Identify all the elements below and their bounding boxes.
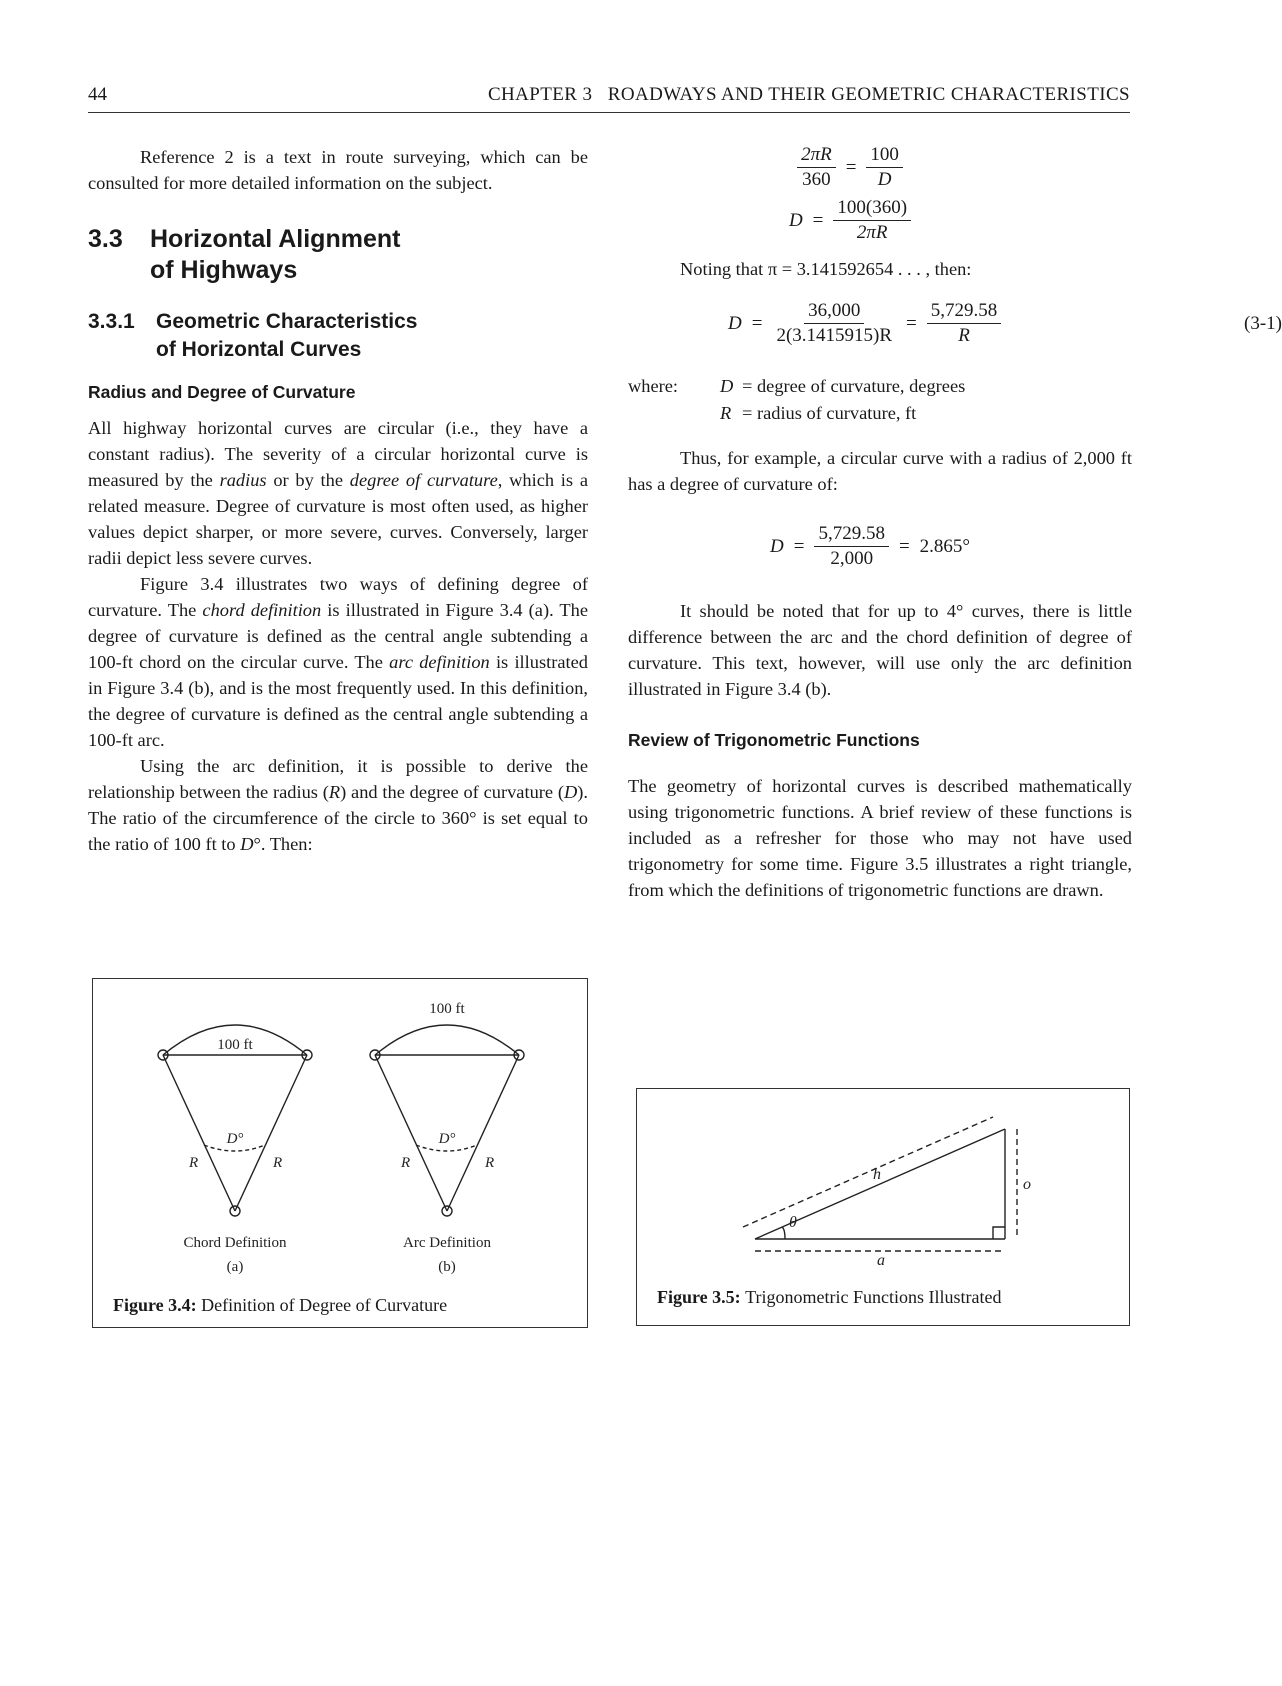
equation-ratio: $\frac{2\pi R}{360}$ = $\frac{100}{D}$ [568,144,1132,191]
label-a: a [877,1252,885,1269]
section-heading [88,224,588,286]
radius-right-a [235,1055,307,1211]
page-number: 44 [88,84,107,105]
right-angle-mark [993,1227,1005,1239]
label-h: h [873,1166,881,1183]
figure-3-5 [636,1088,1130,1326]
figure-3-4-caption: Figure 3.4: Definition of Degree of Curvature [113,1295,448,1315]
radius-label-a-right: R [273,1155,283,1171]
equation-D: D = $\frac{100(360)}{2\pi R}$ [568,197,1132,244]
angle-label-a: D° [226,1131,244,1147]
paragraph-definitions: Figure 3.4 illustrates two ways of defining degree of curvature. The chord definition is illustrated in Figure 3.4 (a). The degree of curvature is defined as the central angle subtending a 100-ft chord on the circular curve. The arc definition is illustrated in Figure 3.4 (b), and is the most frequently used. In this definition, the degree of curvature is defined as the central angle subtending a 100-ft arc. [88,574,589,750]
figure-a-tag: (a) [226,1259,244,1275]
theta-arc [782,1227,785,1239]
section-title: Horizontal Alignment of Highways [150,225,401,284]
equation-example: D = $\frac{5,729.58}{2,000}$ = 2.865° [769,523,971,569]
equation-number: (3-1) [1244,312,1282,334]
chord-definition-label: Chord Definition [183,1235,287,1251]
radius-label-b-left: R [401,1155,411,1171]
figure-3-5-caption: Figure 3.5: Trigonometric Functions Illustrated [657,1287,1002,1307]
radius-label-b-right: R [485,1155,495,1171]
angle-label-b: D° [438,1131,456,1147]
figure-3-4 [92,978,588,1328]
variable-definitions: where: D = degree of curvature, degrees R = radius of curvature, ft [628,373,1132,427]
subsection-heading [88,308,588,364]
subhead-trig: Review of Trigonometric Functions [628,730,920,750]
paragraph-trig: The geometry of horizontal curves is described mathematically using trigonometric functions. A brief review of these functions is included as a refresher for those who may not have used trigonometry for some time. Figure 3.5 illustrates a right triangle, from which the definitions of trigonometric functions are drawn. [628,776,1132,900]
paragraph-derivation: Using the arc definition, it is possible to derive the relationship between the radius (R) and the degree of curvature (D). The ratio of the circumference of the circle to 360° is set equal to the ratio of 100 ft to D°. Then: [88,756,588,854]
curve-arc-b [375,1025,519,1055]
label-o: o [1023,1176,1031,1193]
figure-3-4-diagram [93,979,587,1327]
arc-definition-diagram [370,1025,524,1216]
subsection-title: Geometric Characteristics of Horizontal Curves [156,310,418,361]
radius-left-a [163,1055,235,1211]
page-header [88,78,1130,114]
figure-b-tag: (b) [438,1259,456,1275]
where-label: where: [628,376,679,396]
subsection-number: 3.3.1 [88,310,135,333]
chord-definition-diagram [158,1025,312,1216]
right-column [628,144,1282,903]
h-dimension [743,1117,993,1227]
paragraph-noting: Noting that π = 3.141592654 . . . , then: [680,259,972,279]
paragraph-note-4deg: It should be noted that for up to 4° curves, there is little difference between the arc and the chord definition of degree of curvature. This text, however, will use only the arc definition illustrated in Figure 3.4 (b). [628,601,1132,699]
paragraph-example: Thus, for example, a circular curve with a radius of 2,000 ft has a degree of curvature of: [628,448,1132,494]
subhead-radius: Radius and Degree of Curvature [88,382,356,402]
label-theta: θ [789,1214,797,1231]
right-triangle [743,1117,1017,1251]
header-rule [88,112,1130,113]
section-number: 3.3 [88,225,123,253]
arc-length-label: 100 ft [429,1001,465,1017]
equation-3-1: D = $\frac{36,000}{2(3.1415915)R}$ = $\frac{5,729.58}{R}$ (3-1) [728,300,1282,346]
left-column [88,144,588,857]
radius-label-a-left: R [189,1155,199,1171]
paragraph-curvature: All highway horizontal curves are circular (i.e., they have a constant radius). The severity of a circular horizontal curve is measured by the radius or by the degree of curvature, which is a related measure. Degree of curvature is most often used, as higher values depict sharper, or more severe, curves. Conversely, larger radii depict less severe curves. [88,418,588,568]
radius-right-b [447,1055,519,1211]
intro-paragraph: Reference 2 is a text in route surveying, which can be consulted for more detailed information on the subject. [88,147,588,193]
radius-left-b [375,1055,447,1211]
running-head: CHAPTER 3 ROADWAYS AND THEIR GEOMETRIC CHARACTERISTICS [487,84,1130,105]
arc-definition-label: Arc Definition [403,1235,491,1251]
chord-length-label: 100 ft [217,1037,253,1053]
